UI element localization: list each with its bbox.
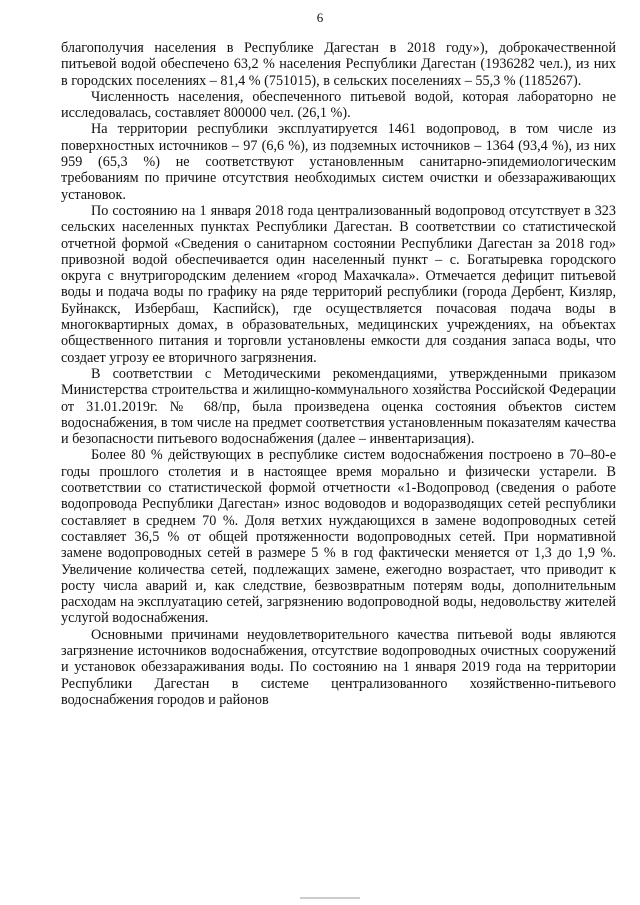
scan-edge-mark: [300, 897, 360, 899]
paragraph-network-wear: Более 80 % действующих в республике систем водоснабжения построено в 70–80-е годы прошлого столетия и в настоящее время морально и физически устарели. В соответствии со статистической формой отчетности «1-Водопровод (сведения о работе водопровода Республики Дагестан» износ водоводов и водоразводящих сетей республики составляет в среднем 70 %. Доля ветхих нуждающихся в замене водопроводных сетей составляет 36,5 % от общей протяженности водопроводных сетей. При нормативной замене водопроводных сетей в размере 5 % в год фактически меняется от 1,3 до 1,9 %. Увеличение количества сетей, подлежащих замене, ежегодно возрастает, что приводит к росту числа аварий и, как следствие, безвозвратным потерям воды, дополнительным расходам на эксплуатацию сетей, загрязнению водопроводной воды, недовольству жителей услугой водоснабжения.: [61, 447, 616, 627]
paragraph-untested-water: Численность населения, обеспеченного питьевой водой, которая лабораторно не исследовалась, составляет 800000 чел. (26,1 %).: [61, 88, 616, 122]
document-body: [61, 40, 616, 708]
page-number: 6: [316, 10, 324, 25]
paragraph-water-quality: благополучия населения в Республике Дагестан в 2018 году»), доброкачественной питьевой водой обеспечено 63,2 % населения Республики Дагестан (1936282 чел.), из них в городских поселениях – 81,4 % (751015), в сельских поселениях – 55,3 % (1185267).: [61, 40, 616, 89]
paragraph-centralized-supply: По состоянию на 1 января 2018 года централизованный водопровод отсутствует в 323 сельских населенных пунктах Республики Дагестан. В соответствии со статистической отчетной формой «Сведения о санитарном состоянии Республики Дагестан за 2018 год» привозной водой обеспечивается один населенный пункт – с. Богатыревка городского округа с внутригородским делением «город Махачкала». Отмечается дефицит питьевой воды и подача воды по графику на ряде территорий республики (города Дербент, Кизляр, Буйнакск, Избербаш, Каспийск), где осуществляется почасовая подача воды в многоквартирных домах, в образовательных, медицинских учреждениях, на объектах общественного питания и торговли установлены емкости для создания запаса воды, что создает угрозу ее вторичного загрязнения.: [61, 202, 616, 366]
paragraph-inventory: В соответствии с Методическими рекомендациями, утвержденными приказом Министерства строительства и жилищно-коммунального хозяйства Российской Федерации от 31.01.2019г. № 68/пр, была произведена оценка состояния объектов систем водоснабжения, в том числе на предмет соответствия установленным показателям качества и безопасности питьевого водоснабжения (далее – инвентаризация).: [61, 365, 616, 448]
paragraph-water-supply-systems: На территории республики эксплуатируется 1461 водопровод, в том числе из поверхностных источников – 97 (6,6 %), из подземных источников – 1364 (93,4 %), из них 959 (65,3 %) не соответствуют установленным санитарно-эпидемиологическим требованиям по причине отсутствия необходимых систем очистки и обеззараживающих установок.: [61, 121, 616, 203]
paragraph-main-causes: Основными причинами неудовлетворительного качества питьевой воды являются загрязнение источников водоснабжения, отсутствие водопроводных очистных сооружений и установок обеззараживания воды. По состоянию на 1 января 2019 года на территории Республики Дагестан в системе централизованного хозяйственно-питьевого водоснабжения городов и районов: [61, 626, 616, 708]
